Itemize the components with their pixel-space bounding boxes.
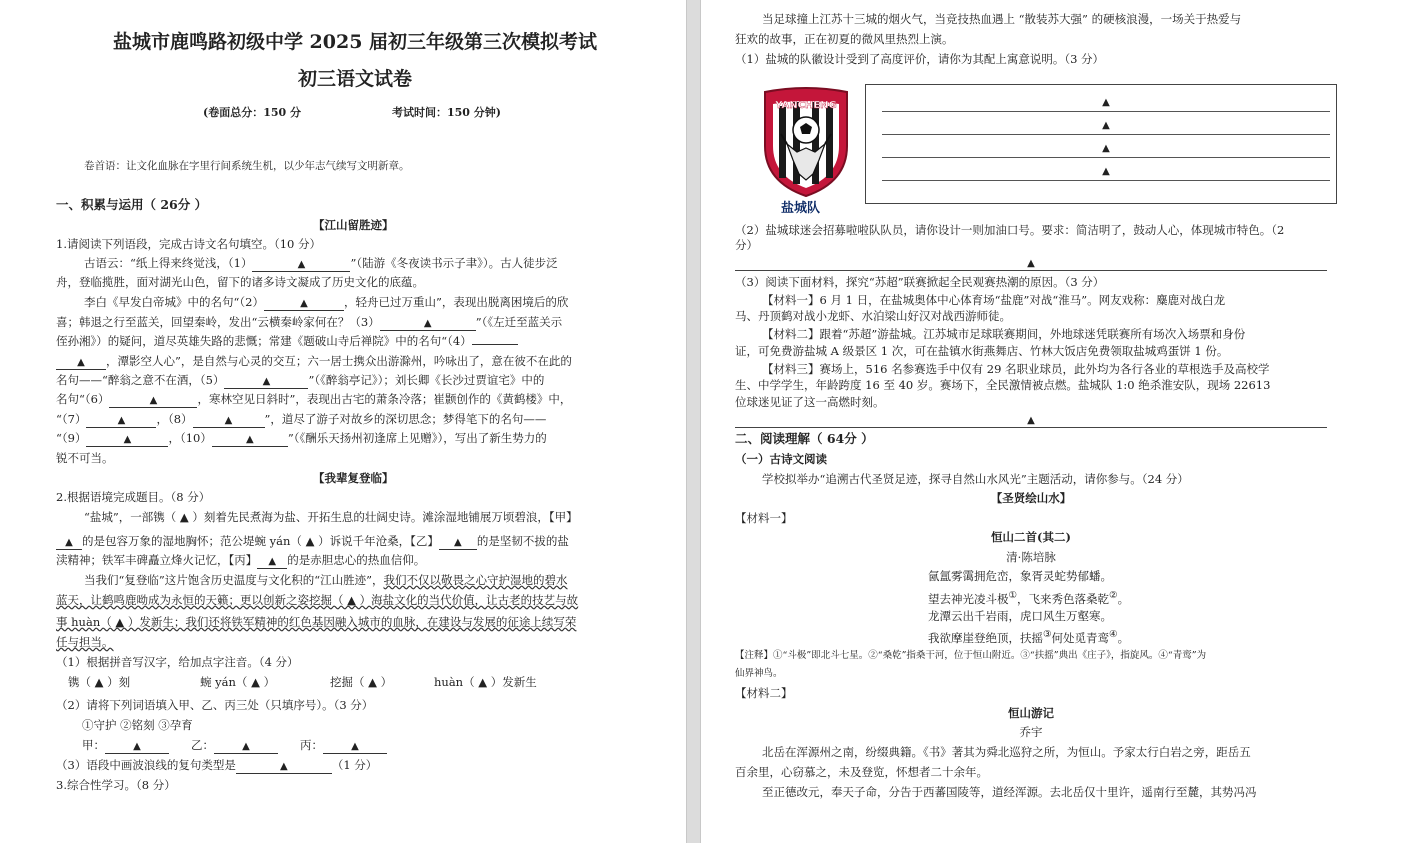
answer-bing[interactable]: ▲ — [323, 740, 387, 754]
blank-yi[interactable]: ▲ — [439, 536, 477, 550]
material3-line3: 位球迷见证了这一高燃时刻。 — [735, 395, 885, 409]
material3-line2: 生、中学学生，年龄跨度 16 至 40 岁。赛场下，全民激情被点燃。盐城队 1:0 绝杀淮安队，现场 22613 — [735, 378, 1271, 392]
material2-line2: 证，可免费游盐城 A 级景区 1 次，可在盐镇水街燕舞店、竹林大饭店免费领取盐城鸡蛋饼 1 份。 — [735, 344, 1229, 358]
q1-line1: 古语云：“纸上得来终觉浅，（1） ▲ ”（陆游《冬夜读书示子聿》）。古人徒步泛 — [84, 256, 558, 270]
section1-heading: 一、积累与运用（ 26分 ） — [56, 197, 208, 212]
prose-line3: 至正德改元，奉天子命，分告于西蕃国陵等，道经浑源。去北岳仅十里许，遥南行至麓，其势冯冯 — [762, 785, 1257, 799]
q1-line8: 名句“（6） ▲ ，寒林空见日斜时”，表现出古宅的萧条冷落；崔颢创作的《黄鹤楼》中， — [56, 392, 572, 406]
material-two-label: 【材料二】 — [735, 686, 793, 700]
poem-line2: 望去神光凌斗极①，飞来秀色落桑乾②。 — [928, 590, 1130, 606]
section2-heading: 二、阅读理解（ 64分 ） — [735, 431, 874, 446]
q2-sub1-item4: huàn（ ▲ ）发新生 — [434, 675, 537, 689]
reason-answer-marker[interactable]: ▲ — [1027, 415, 1035, 426]
left-page — [0, 0, 686, 843]
q2-para2-line4: 任与担当。 — [56, 635, 114, 649]
q2-sub1: （1）根据拼音写汉字，给加点字注音。（4 分） — [56, 655, 299, 669]
theme-title: 【圣贤绘山水】 — [990, 491, 1072, 505]
answer-blank-4b[interactable]: ▲ — [56, 356, 106, 370]
q1-line9: “（7） ▲ ，（8） ▲ ”，道尽了游子对故乡的深切思念；梦得笔下的名句—— — [56, 412, 547, 426]
answer-line-4[interactable]: ▲ — [882, 164, 1330, 181]
material-one-label: 【材料一】 — [735, 511, 793, 525]
answer-blank-10[interactable]: ▲ — [212, 433, 288, 447]
logo-answer-box[interactable] — [865, 84, 1337, 204]
q1-line2: 舟，登临揽胜，面对湖光山色，留下的诸多诗文凝成了历史文化的底蕴。 — [56, 275, 424, 289]
q1-line10: “（9） ▲ ，（10） ▲ ”（《酬乐天扬州初逢席上见赠》），写出了新生势力的 — [56, 431, 547, 445]
answer-blank-5[interactable]: ▲ — [224, 375, 308, 389]
q2-sub2-answers: 甲： ▲ 乙： ▲ 丙： ▲ — [82, 737, 387, 754]
prose-line1: 北岳在浑源州之南，纷缀典籍。《书》著其为舜北巡狩之所，为恒山。予家太行白岩之旁，距岳五 — [762, 745, 1251, 759]
r-question2: （2）盐城球迷会招募啦啦队队员，请你设计一则加油口号。要求：简洁明了，鼓动人心，体现城市特色。（2 — [735, 223, 1285, 237]
poem-line4: 我欲摩崖登绝顶，扶摇③何处觅青鸾④。 — [928, 629, 1130, 645]
q2-para2-line2: 蓝天，让鹤鸣鹿呦成为永恒的天籁；更以创新之姿挖掘（ ▲ ）海盐文化的当代价值，让古老的技艺与故 — [56, 593, 579, 607]
slogan-answer-marker[interactable]: ▲ — [1027, 258, 1035, 269]
poem-notes-line1: 【注释】①“斗极”即北斗七星。②“桑乾”指桑干河，位于恒山附近。③“扶摇”典出《庄子》，指旋风。④“青鸾”为 — [735, 650, 1207, 661]
material1-line2: 马、丹顶鹤对战小龙虾、水泊梁山好汉对战西游师徒。 — [735, 309, 1011, 323]
q2-stem: 2.根据语境完成题目。（8 分） — [56, 490, 211, 504]
q1-line7: 名句——“醉翁之意不在酒，（5） ▲ ”（《醉翁亭记》）；刘长卿《长沙过贾谊宅》中的 — [56, 373, 545, 387]
answer-line-3[interactable]: ▲ — [882, 141, 1330, 158]
logo-label: 盐城队 — [781, 201, 821, 216]
q3-stem: 3.综合性学习。（8 分） — [56, 778, 176, 792]
r-question2-cont: 分） — [735, 238, 758, 252]
poem-notes-line2: 仙界神鸟。 — [735, 668, 783, 679]
answer-line-1[interactable]: ▲ — [882, 95, 1330, 112]
q1-line4: 喜；韩退之行至蓝关，回望秦岭，发出“云横秦岭家何在？（3） ▲ ”（《左迁至蓝关示 — [56, 315, 563, 329]
reason-answer-line — [735, 427, 1327, 428]
material3-line1: 【材料三】赛场上，516 名参赛选手中仅有 29 名职业球员，此外均为各行各业的草根选手及高校学 — [762, 362, 1270, 376]
prose-author: 乔宇 — [1019, 725, 1043, 739]
intro-line1: 当足球撞上江苏十三城的烟火气，当竞技热血遇上 “散装苏大强” 的硬核浪漫，一场关于热爱与 — [762, 12, 1242, 26]
material1-line1: 【材料一】6 月 1 日，在盐城奥体中心体育场“盐鹿”对战“淮马”。网友戏称：麋鹿对战白龙 — [762, 293, 1226, 307]
answer-blank-1[interactable]: ▲ — [252, 258, 350, 272]
answer-yi[interactable]: ▲ — [214, 740, 278, 754]
q2-sub2: （2）请将下列词语填入甲、乙、丙三处（只填序号）。（3 分） — [56, 698, 374, 712]
blank-bing[interactable]: ▲ — [257, 555, 287, 569]
activity-intro: 学校拟举办“追溯古代圣贤足迹，探寻自然山水风光”主题活动，请你参与。（24 分） — [762, 472, 1189, 486]
q1-stem: 1.请阅读下列语段，完成古诗文名句填空。（10 分） — [56, 237, 322, 251]
answer-blank-7[interactable]: ▲ — [86, 414, 156, 428]
q2-sub3: （3）语段中画波浪线的复句类型是 ▲ （1 分） — [56, 758, 378, 772]
poem-line3: 龙潭云出千岩雨，虎口风生万壑寒。 — [928, 609, 1112, 623]
poem-line1: 氤氲雾霭拥危峦，象胥灵蛇势郁蟠。 — [928, 569, 1112, 583]
answer-blank-4a[interactable] — [472, 344, 518, 345]
answer-blank-8[interactable]: ▲ — [193, 414, 265, 428]
answer-line-2[interactable]: ▲ — [882, 118, 1330, 135]
answer-blank-9[interactable]: ▲ — [86, 433, 168, 447]
team-logo — [757, 86, 855, 198]
q1-line11: 锐不可当。 — [56, 451, 114, 465]
q2-para2-line3: 事 huàn（ ▲ ）发新生；我们还将铁军精神的红色基因融入城市的血脉，在建设与发展的征途上续写荣 — [56, 615, 577, 629]
subsection-jiangshan: 【江山留胜迹】 — [313, 218, 394, 232]
exam-subtitle: 初三语文试卷 — [297, 68, 412, 90]
page-gutter — [686, 0, 701, 843]
q2-para1-line1: “盐城”，一部镌（ ▲ ）刻着先民煮海为盐、开拓生息的壮阔史诗。滩涂湿地铺展万顷碧浪，【甲】 — [84, 510, 578, 524]
material2-line1: 【材料二】跟着“苏超”游盐城。江苏城市足球联赛期间，外地球迷凭联赛所有场次入场票和身份 — [762, 327, 1246, 341]
yancheng-badge-icon — [757, 86, 855, 198]
answer-sentence-type[interactable]: ▲ — [236, 760, 332, 774]
q1-line3: 李白《早发白帝城》中的名句“（2） ▲ ，轻舟已过万重山”，表现出脱离困境后的欣 — [84, 295, 569, 309]
exam-title: 盐城市鹿鸣路初级中学 2025 届初三年级第三次模拟考试 — [112, 31, 598, 53]
q2-sub1-item1: 镌（ ▲ ）刻 — [68, 675, 131, 689]
exam-motto: 卷首语：让文化血脉在字里行间系统生机，以少年志气续写文明新章。 — [84, 160, 410, 172]
prose-line2: 百余里，心窃慕之，未及登览，怀想者二十余年。 — [735, 765, 988, 779]
poem-author: 清·陈培脉 — [1006, 550, 1056, 564]
answer-blank-3[interactable]: ▲ — [380, 317, 476, 331]
q2-sub1-item2: 蜿 yán（ ▲ ） — [200, 675, 276, 689]
subsection-wobei: 【我辈复登临】 — [313, 471, 394, 485]
poem-title: 恒山二首(其二) — [991, 530, 1071, 544]
time-info: 考试时间：150 分钟) — [392, 106, 501, 119]
subsection-poetry: （一）古诗文阅读 — [735, 452, 827, 466]
q2-sub1-item3: 挖掘（ ▲ ） — [330, 675, 393, 689]
score-info: (卷面总分：150 分 — [203, 106, 301, 119]
q2-para1-line2: ▲ 的是包容万象的湿地胸怀；范公堤蜿 yán（ ▲ ）诉说千年沧桑，【乙】 ▲ 的是坚韧不拔的盐 — [56, 533, 569, 550]
answer-jia[interactable]: ▲ — [105, 740, 169, 754]
q1-line6: ▲ ，潭影空人心”，是自然与心灵的交互；六一居士携众出游滁州，吟咏出了，意在彼不在此的 — [56, 353, 572, 370]
q2-sub2-options: ①守护 ②铭刻 ③孕育 — [82, 718, 193, 732]
logo-text: YANCHENG — [775, 100, 837, 111]
answer-blank-6[interactable]: ▲ — [109, 394, 197, 408]
blank-jia[interactable]: ▲ — [56, 536, 82, 550]
r-question1: （1）盐城的队徽设计受到了高度评价，请你为其配上寓意说明。（3 分） — [735, 52, 1105, 66]
prose-title: 恒山游记 — [1008, 706, 1054, 720]
q2-para1-line3: 渎精神；铁军丰碑矗立烽火记忆，【丙】 ▲ 的是赤胆忠心的热血信仰。 — [56, 553, 426, 567]
intro-line2: 狂欢的故事，正在初夏的微风里热烈上演。 — [735, 32, 954, 46]
slogan-answer-line — [735, 270, 1327, 271]
q1-line5: 侄孙湘》）的疑问，道尽英雄失路的悲慨；常建《题破山寺后禅院》中的名句“（4） — [56, 333, 518, 349]
q2-para2-line1: 当我们“复登临”这片饱含历史温度与文化积的“江山胜迹”，我们不仅以敬畏之心守护湿地的碧水 — [84, 573, 568, 587]
r-question3: （3）阅读下面材料，探究“苏超”联赛掀起全民观赛热潮的原因。（3 分） — [735, 275, 1105, 289]
answer-blank-2[interactable]: ▲ — [264, 297, 344, 311]
